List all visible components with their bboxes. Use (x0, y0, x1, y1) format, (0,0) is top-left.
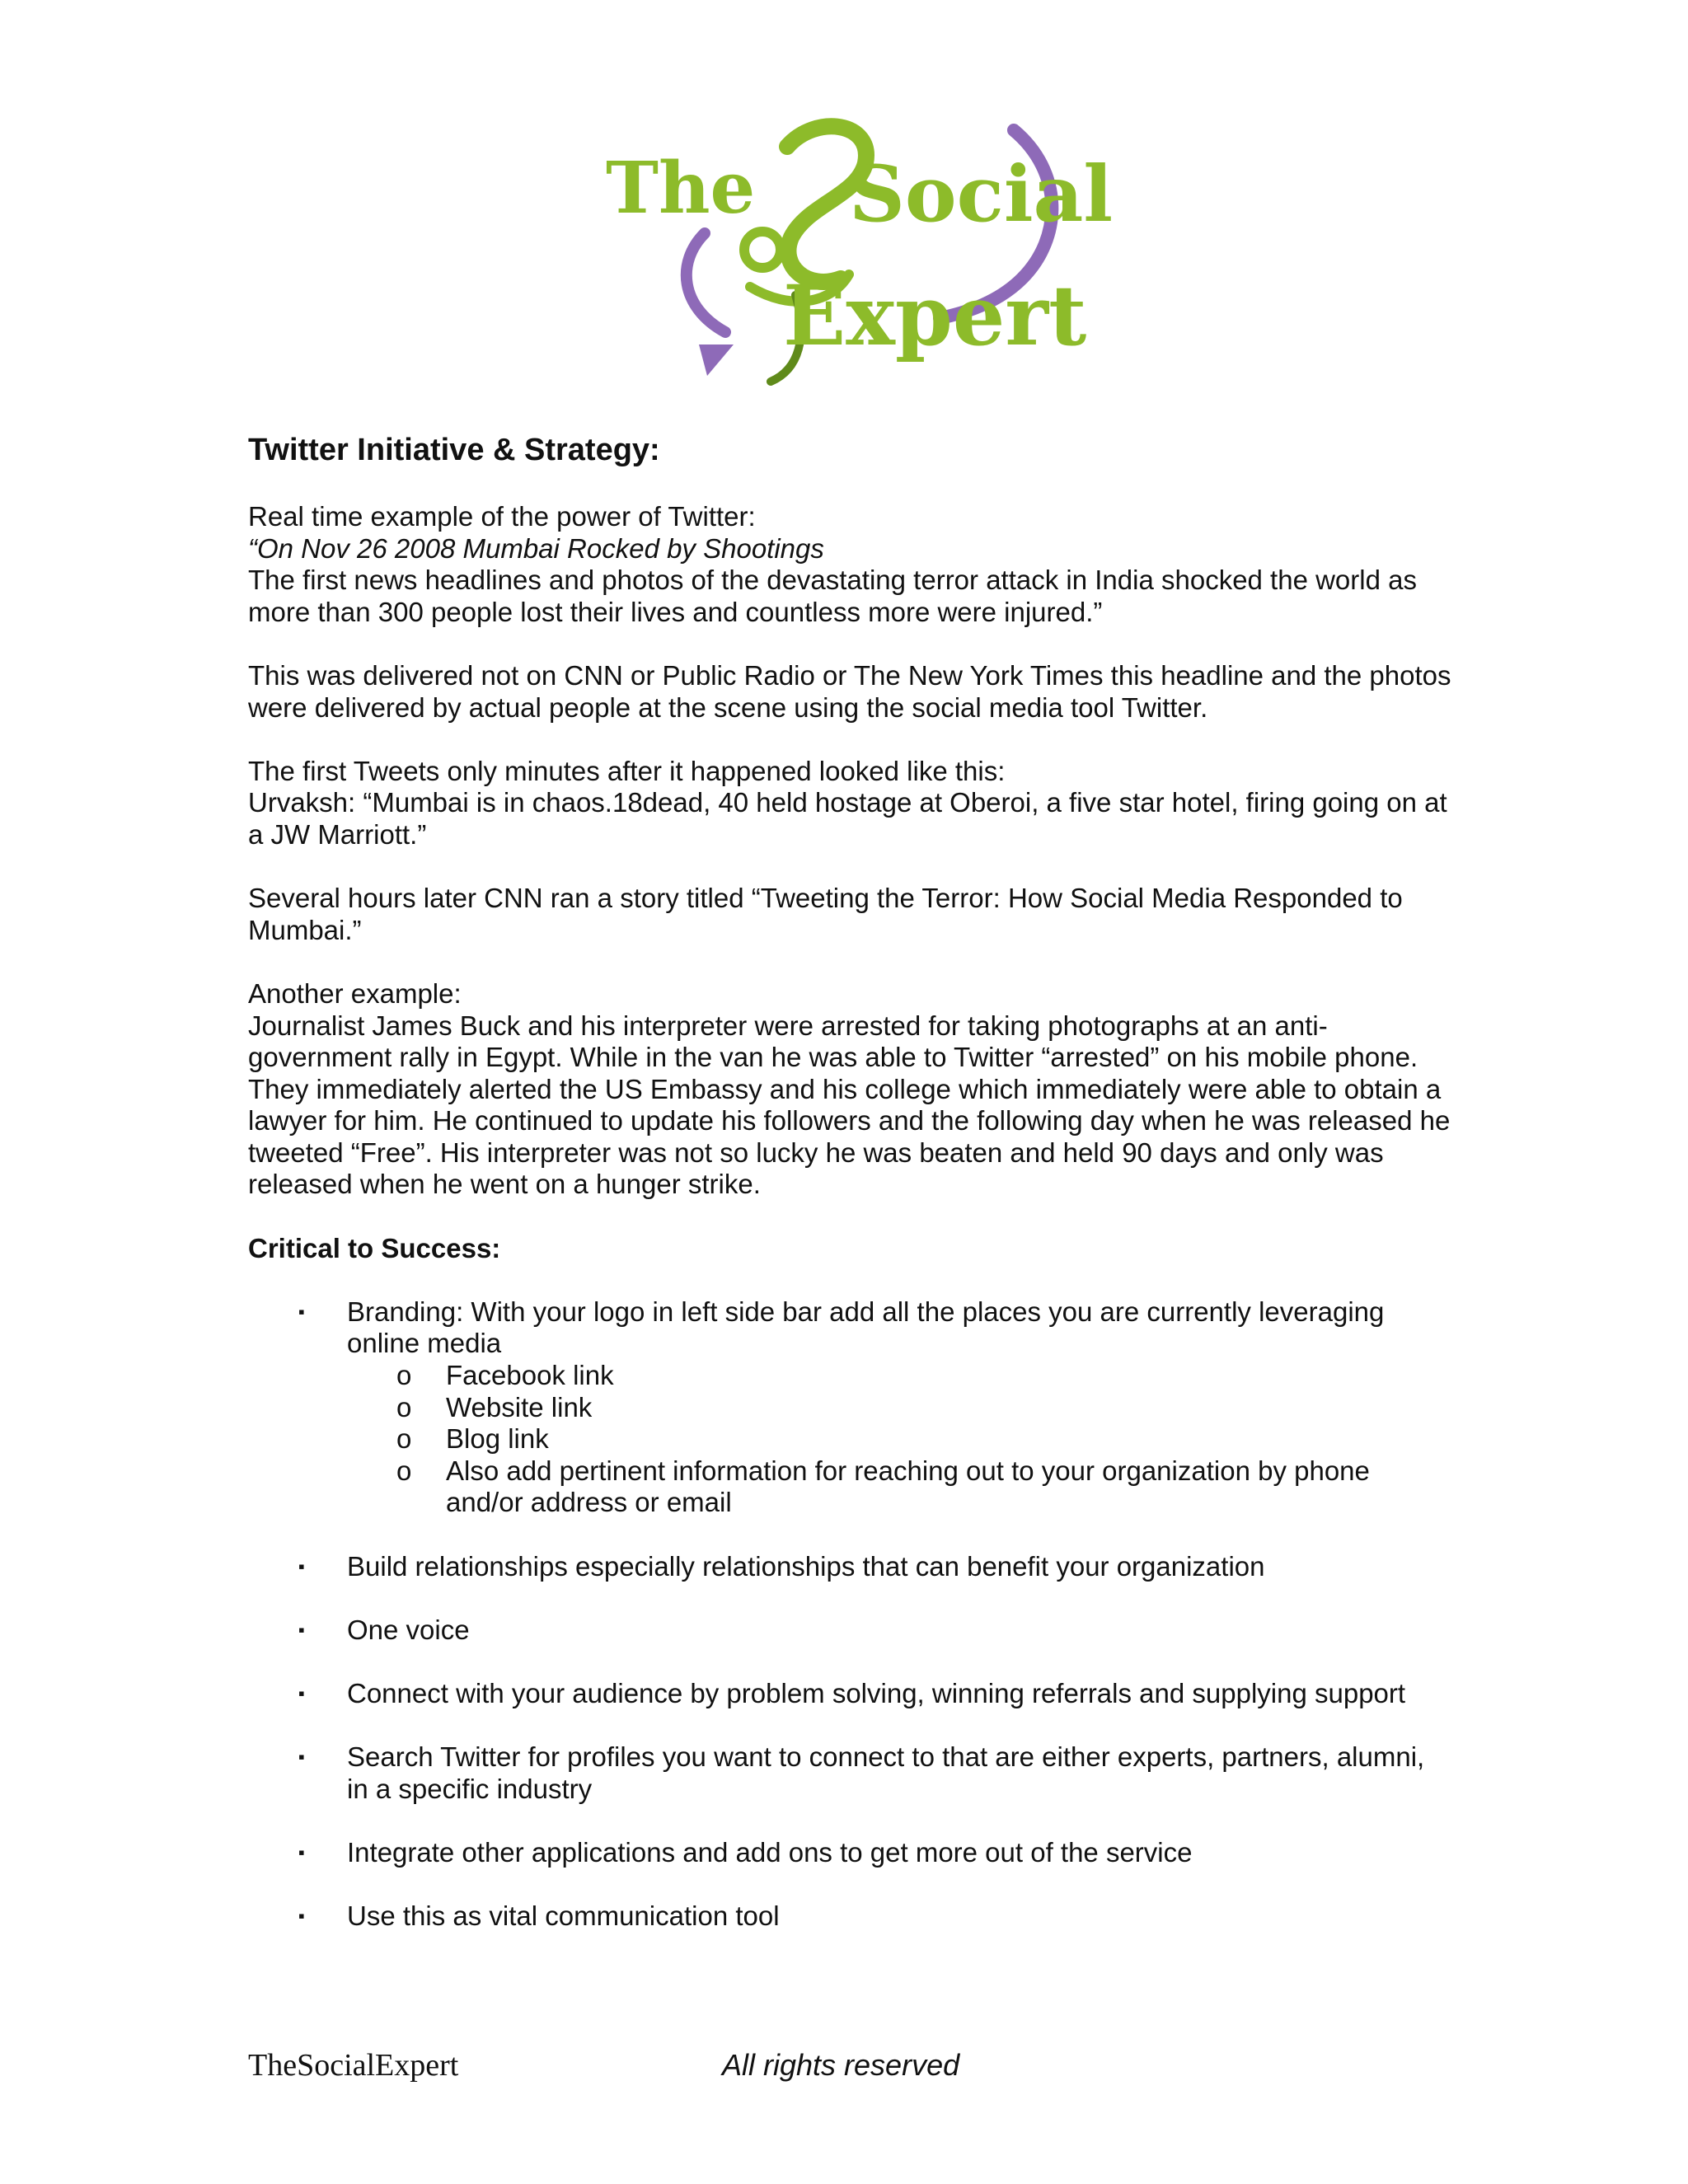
document-body (248, 427, 1451, 1964)
list-item (248, 1296, 1451, 1519)
tweets-paragraph (248, 756, 1451, 851)
square-bullet-icon: ▪ (298, 1841, 305, 1863)
bullet-text: Search Twitter for profiles you want to connect to that are either experts, partners, alumni, in a specific industry (347, 1741, 1425, 1804)
logo-text-the: The (606, 147, 756, 230)
square-bullet-icon: ▪ (298, 1555, 305, 1577)
bullet-text: Branding: With your logo in left side bar add all the places you are currently leveraging online media (347, 1296, 1385, 1359)
square-bullet-icon: ▪ (298, 1619, 305, 1640)
branding-sub-list (347, 1360, 1451, 1519)
circle-bullet-icon: o (396, 1360, 412, 1391)
bullet-text: Use this as vital communication tool (347, 1900, 780, 1932)
intro-headline: “On Nov 26 2008 Mumbai Rocked by Shootings (248, 532, 824, 564)
intro-paragraph (248, 501, 1451, 628)
list-item (248, 1551, 1451, 1583)
sub-list-item (347, 1392, 1451, 1424)
footer-rights: All rights reserved (722, 2048, 960, 2082)
sub-item-text: Also add pertinent information for reaching out to your organization by phone and/or address or email (446, 1455, 1370, 1518)
bullet-text: One voice (347, 1614, 470, 1645)
critical-to-success-heading: Critical to Success: (248, 1232, 501, 1263)
another-example-body: Journalist James Buck and his interpreter were arrested for taking photographs at an anti-government rally in Egypt. While in the van he was able to Twitter “arrested” on his mobile phone. They immediately alerted the US Embassy and his college which immediately were able to obtain a lawyer for him. He continued to update his followers and the following day when he was released he tweeted “Free”. His interpreter was not so lucky he was beaten and held 90 days and only was released when he went on a hunger strike. (248, 1010, 1451, 1200)
logo-text-expert: Expert (783, 267, 1087, 364)
sub-list-item (347, 1360, 1451, 1392)
circle-bullet-icon: o (396, 1455, 412, 1486)
logo-graphic (602, 97, 1114, 434)
intro-body: The first news headlines and photos of the devastating terror attack in India shocked the world as more than 300 people lost their lives and countless more were injured.” (248, 565, 1417, 627)
square-bullet-icon: ▪ (298, 1301, 305, 1322)
document-title: Twitter Initiative & Strategy: (248, 433, 660, 467)
success-bullet-list (248, 1296, 1451, 1933)
list-item (248, 1678, 1451, 1710)
sub-list-item (347, 1423, 1451, 1455)
square-bullet-icon: ▪ (298, 1682, 305, 1704)
tweet-quote: Urvaksh: “Mumbai is in chaos.18dead, 40 held hostage at Oberoi, a five star hotel, firing going on at a JW Marriott.” (248, 787, 1447, 850)
tweets-lead: The first Tweets only minutes after it happened looked like this: (248, 755, 1006, 786)
bullet-text: Build relationships especially relationships that can benefit your organization (347, 1550, 1265, 1582)
later-paragraph: Several hours later CNN ran a story titled “Tweeting the Terror: How Social Media Responded to Mumbai.” (248, 883, 1403, 945)
circle-bullet-icon: o (396, 1423, 412, 1455)
square-bullet-icon: ▪ (298, 1746, 305, 1768)
list-item (248, 1837, 1451, 1869)
list-item (248, 1741, 1451, 1805)
sub-list-item (347, 1455, 1451, 1519)
circle-bullet-icon: o (396, 1391, 412, 1422)
sub-item-text: Facebook link (446, 1360, 614, 1391)
bullet-text: Integrate other applications and add ons to get more out of the service (347, 1836, 1193, 1868)
the-social-expert-logo (602, 97, 1114, 434)
sub-item-text: Website link (446, 1391, 593, 1422)
another-example-paragraph (248, 978, 1451, 1201)
list-item (248, 1900, 1451, 1933)
square-bullet-icon: ▪ (298, 1905, 305, 1927)
intro-lead: Real time example of the power of Twitter: (248, 501, 756, 532)
another-example-lead: Another example: (248, 977, 462, 1009)
bullet-text: Connect with your audience by problem solving, winning referrals and supplying support (347, 1677, 1406, 1708)
logo-text-social: Social (849, 149, 1114, 240)
sub-item-text: Blog link (446, 1423, 549, 1455)
footer-company-name: TheSocialExpert (248, 2048, 459, 2083)
cnn-paragraph: This was delivered not on CNN or Public Radio or The New York Times this headline and the photos were delivered by actual people at the scene using the social media tool Twitter. (248, 659, 1451, 723)
list-item (248, 1615, 1451, 1647)
